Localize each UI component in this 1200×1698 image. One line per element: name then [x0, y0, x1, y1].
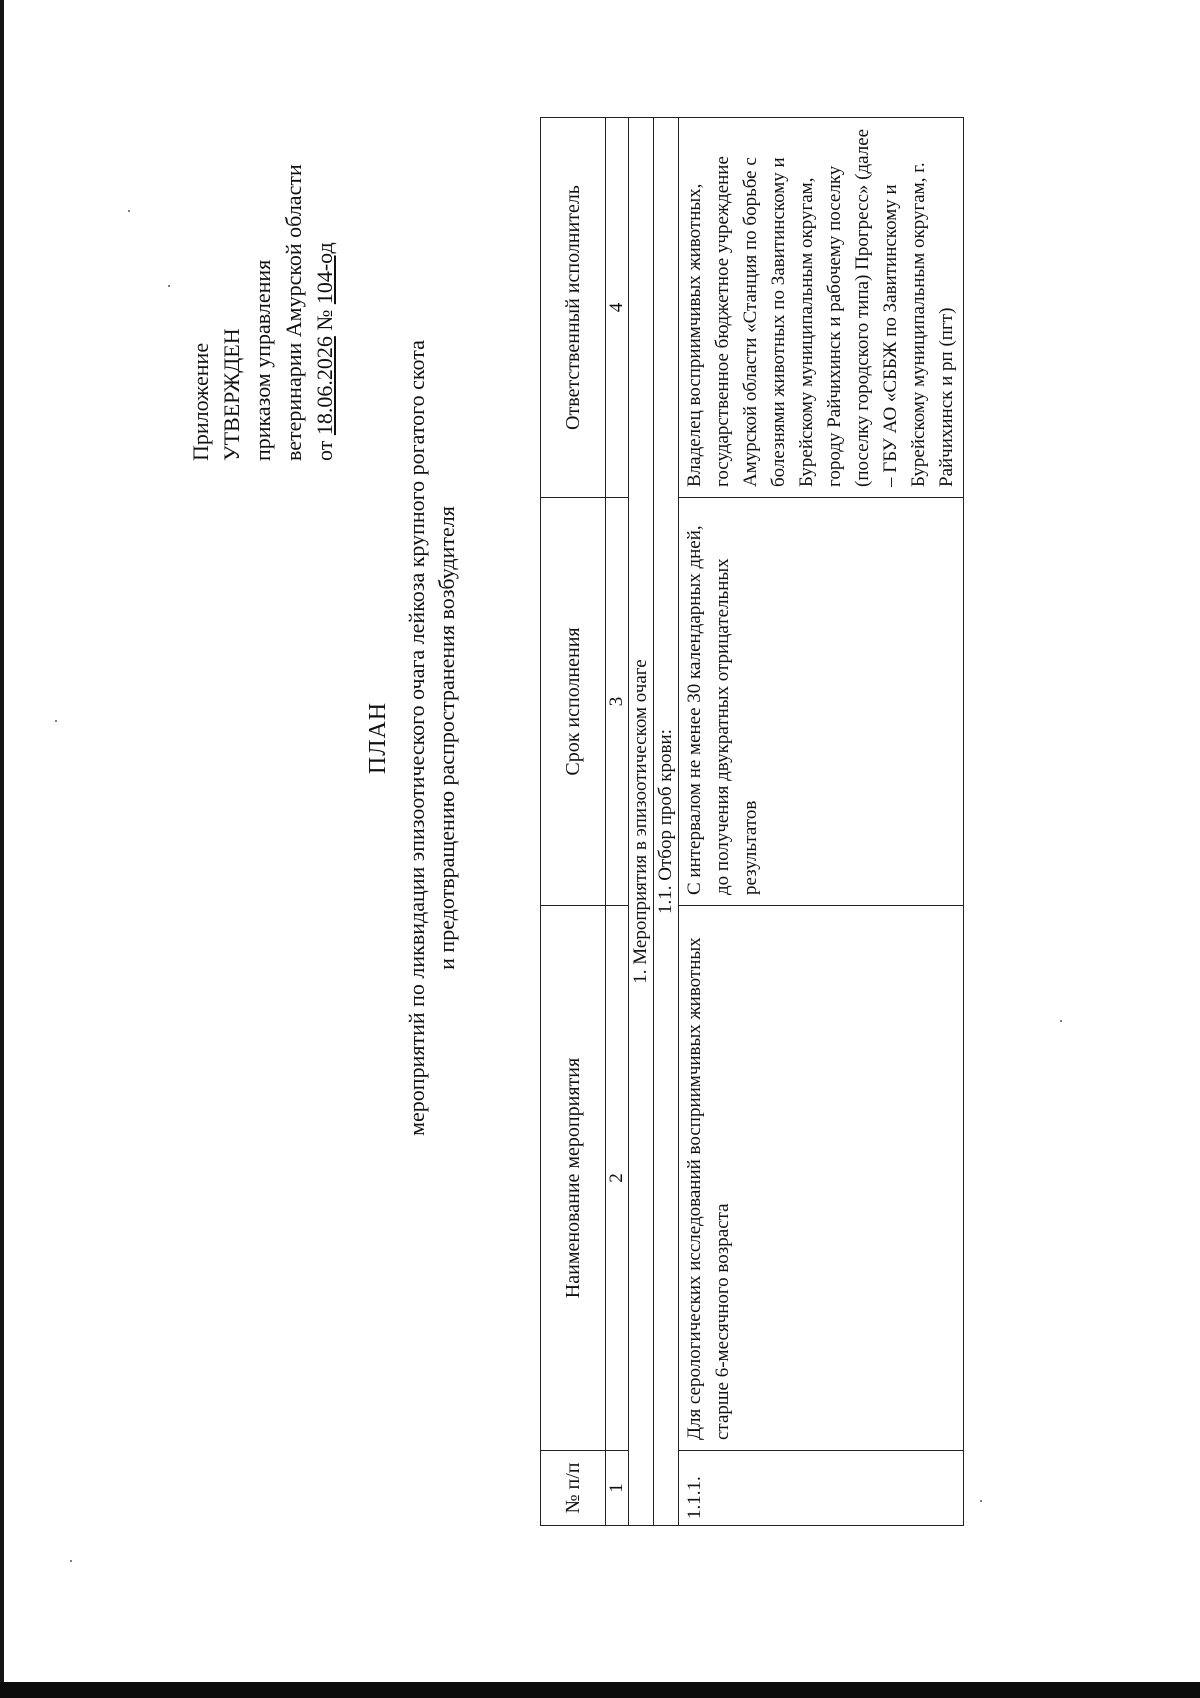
section-heading: 1. Мероприятия в эпизоотическом очаге	[629, 118, 654, 1526]
header-name: Наименование мероприятия	[541, 906, 606, 1451]
document-title: ПЛАН	[365, 701, 391, 775]
section-heading-row	[629, 118, 654, 1526]
subsection-heading: 1.1. Отбор проб крови:	[654, 118, 679, 1526]
column-number: 2	[606, 906, 629, 1451]
column-number: 3	[606, 498, 629, 906]
header-responsible: Ответственный исполнитель	[541, 118, 606, 498]
approval-order-line: приказом управления	[250, 259, 275, 461]
row-responsible: Владелец восприимчивых животных, государственное бюджетное учреждение Амурской области «Станция по борьбе с болезнями животных по Завитинскому и Бурейскому муниципальным округам, городу Райчихинск и рабочему поселку (поселку городского типа) Прогресс» (далее – ГБУ АО «СББЖ по Завитинскому и Бурейскому муниципальным округам, г. Райчихинск и рп (пгт)	[679, 118, 964, 498]
approval-number-sign: №	[312, 309, 337, 331]
row-deadline: С интервалом не менее 30 календарных дней, до получения двукратных отрицательных результатов	[679, 498, 964, 906]
column-number: 1	[606, 1451, 629, 1526]
approval-number: 104-од	[312, 242, 337, 305]
row-number: 1.1.1.	[679, 1451, 964, 1526]
approval-department-line: ветеринарии Амурской области	[281, 164, 306, 461]
approval-block	[185, 164, 340, 461]
approval-date-prefix: от	[312, 440, 337, 461]
row-name: Для серологических исследований восприимчивых животных старше 6-месячного возраста	[679, 906, 964, 1451]
header-deadline: Срок исполнения	[541, 498, 606, 906]
plan-table	[540, 117, 964, 1526]
approval-approved-label: УТВЕРЖДЕН	[219, 328, 244, 461]
approval-appendix-label: Приложение	[188, 342, 213, 461]
table-header-row	[541, 118, 606, 1526]
subtitle-line-1: мероприятий по ликвидации эпизоотического очага лейкоза крупного рогатого скота	[404, 340, 429, 1136]
subsection-heading-row	[654, 118, 679, 1526]
document-subtitle	[402, 98, 462, 1378]
header-number: № п/п	[541, 1451, 606, 1526]
approval-date: 18.06.2026	[312, 336, 337, 436]
approval-date-line	[309, 164, 340, 461]
column-number: 4	[606, 118, 629, 498]
column-number-row	[606, 118, 629, 1526]
table-row	[679, 118, 964, 1526]
subtitle-line-2: и предотвращению распространения возбудителя	[434, 506, 459, 970]
